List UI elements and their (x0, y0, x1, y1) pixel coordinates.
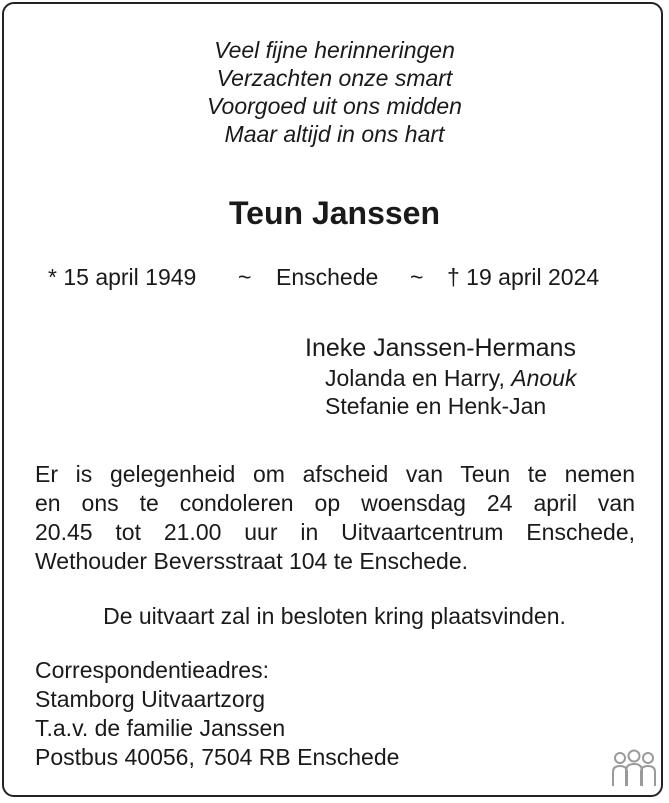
address-line: Postbus 40056, 7504 RB Enschede (35, 744, 400, 770)
address-line: Correspondentieadres: (35, 657, 269, 683)
farewell-line: en ons te condoleren op woensdag 24 april van (35, 490, 635, 516)
poem-line: Verzachten onze smart (216, 65, 453, 91)
poem-line: Voorgoed uit ons midden (207, 93, 462, 119)
deceased-name: Teun Janssen (228, 195, 441, 231)
farewell-paragraph (35, 460, 635, 576)
farewell-line: Wethouder Beversstraat 104 te Enschede. (35, 548, 469, 574)
address-line: T.a.v. de familie Janssen (35, 715, 286, 741)
birth-place: Enschede (276, 264, 379, 290)
grandchild-name: Anouk (511, 365, 577, 391)
address-line: Stamborg Uitvaartzorg (35, 686, 266, 712)
family-line (325, 364, 576, 392)
family-group-icon (610, 748, 658, 788)
separator: ~ (410, 264, 424, 290)
farewell-line: Er is gelegenheid om afscheid van Teun te nemen (35, 461, 635, 487)
birth-date: * 15 april 1949 (48, 264, 197, 290)
spouse-name: Ineke Janssen-Hermans (305, 334, 576, 362)
farewell-line: 20.45 tot 21.00 uur in Uitvaartcentrum Enschede, (35, 519, 635, 545)
poem (0, 36, 669, 148)
funeral-note: De uitvaart zal in besloten kring plaatsvinden. (103, 603, 566, 629)
poem-line: Veel fijne herinneringen (214, 37, 455, 63)
family-line: Stefanie en Henk-Jan (325, 393, 547, 419)
death-date: † 19 april 2024 (447, 264, 600, 290)
separator: ~ (238, 264, 252, 290)
children-names: Jolanda en Harry, (325, 365, 505, 391)
correspondence-address (35, 656, 399, 772)
poem-line: Maar altijd in ons hart (224, 121, 445, 147)
